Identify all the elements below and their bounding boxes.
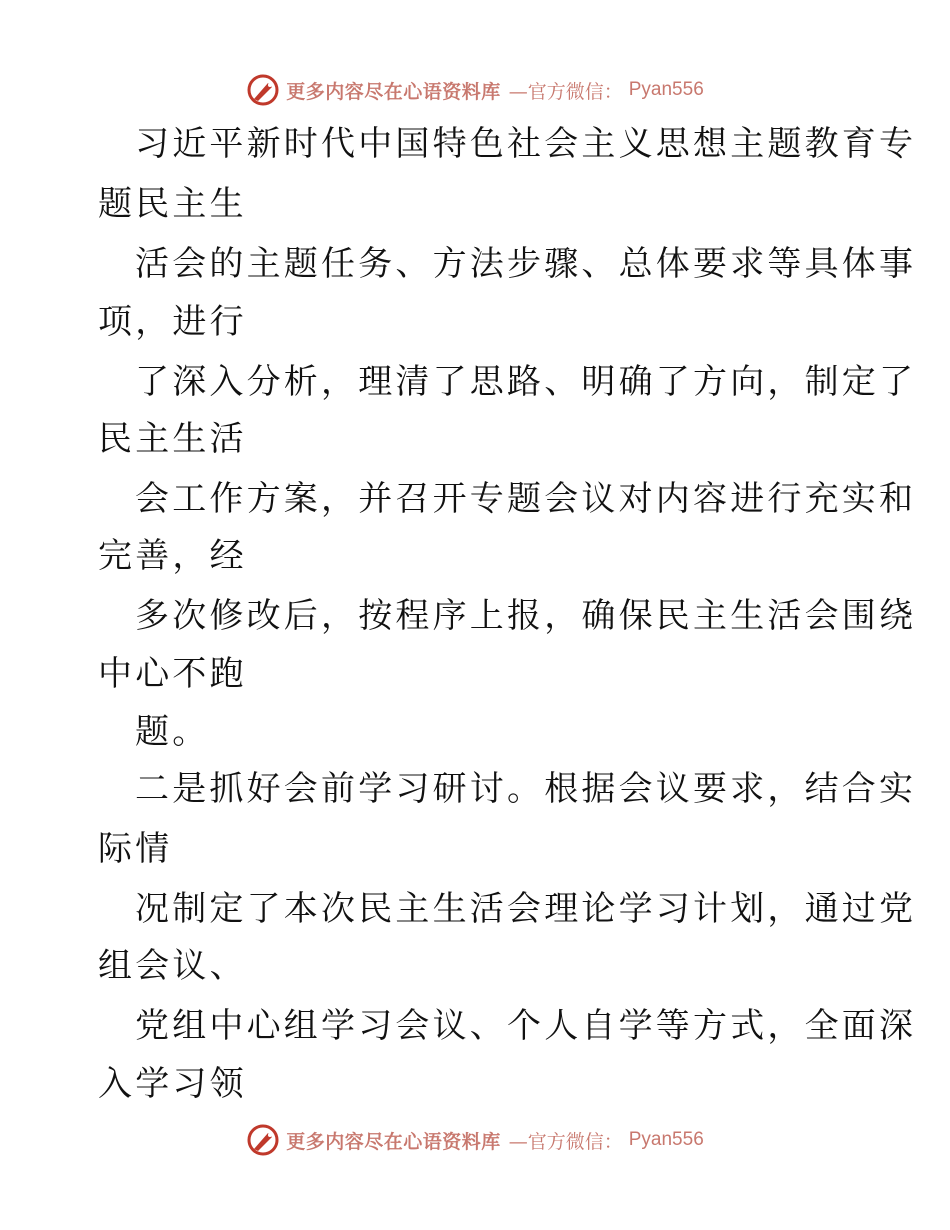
paragraph-line: 项，进行	[98, 302, 247, 342]
pen-nib-logo-icon	[246, 73, 280, 107]
paragraph-line: 况制定了本次民主生活会理论学习计划，通过党	[135, 889, 917, 929]
paragraph-line: 完善，经	[98, 536, 247, 576]
paragraph-line: 了深入分析，理清了思路、明确了方向，制定了	[135, 362, 917, 402]
paragraph-line: 会工作方案，并召开专题会议对内容进行充实和	[135, 479, 917, 519]
banner-sub-text: —官方微信：	[508, 1130, 623, 1153]
header-banner	[0, 70, 950, 110]
banner-main-text: 更多内容尽在心语资料库	[286, 80, 501, 103]
pen-nib-logo-icon	[246, 1123, 280, 1157]
paragraph-line: 多次修改后，按程序上报，确保民主生活会围绕	[135, 596, 917, 636]
paragraph-line: 活会的主题任务、方法步骤、总体要求等具体事	[135, 244, 917, 284]
paragraph-line: 二是抓好会前学习研讨。根据会议要求，结合实	[135, 769, 917, 809]
paragraph-line: 题。	[135, 712, 210, 752]
paragraph-line: 题民主生	[98, 184, 247, 224]
paragraph-line: 中心不跑	[98, 654, 247, 694]
footer-banner-content	[246, 1123, 704, 1157]
banner-sub-text: —官方微信：	[508, 80, 623, 103]
paragraph-line: 入学习领	[98, 1064, 247, 1104]
paragraph-line: 民主生活	[98, 419, 247, 459]
paragraph-line: 际情	[98, 829, 173, 869]
banner-wechat-id: Pyan556	[628, 79, 704, 100]
banner-wechat-id: Pyan556	[628, 1129, 704, 1150]
footer-banner	[0, 1120, 950, 1160]
banner-main-text: 更多内容尽在心语资料库	[286, 1130, 501, 1153]
paragraph-line: 习近平新时代中国特色社会主义思想主题教育专	[135, 124, 917, 164]
paragraph-line: 组会议、	[98, 946, 247, 986]
paragraph-line: 党组中心组学习会议、个人自学等方式，全面深	[135, 1006, 917, 1046]
header-banner-content	[246, 73, 704, 107]
